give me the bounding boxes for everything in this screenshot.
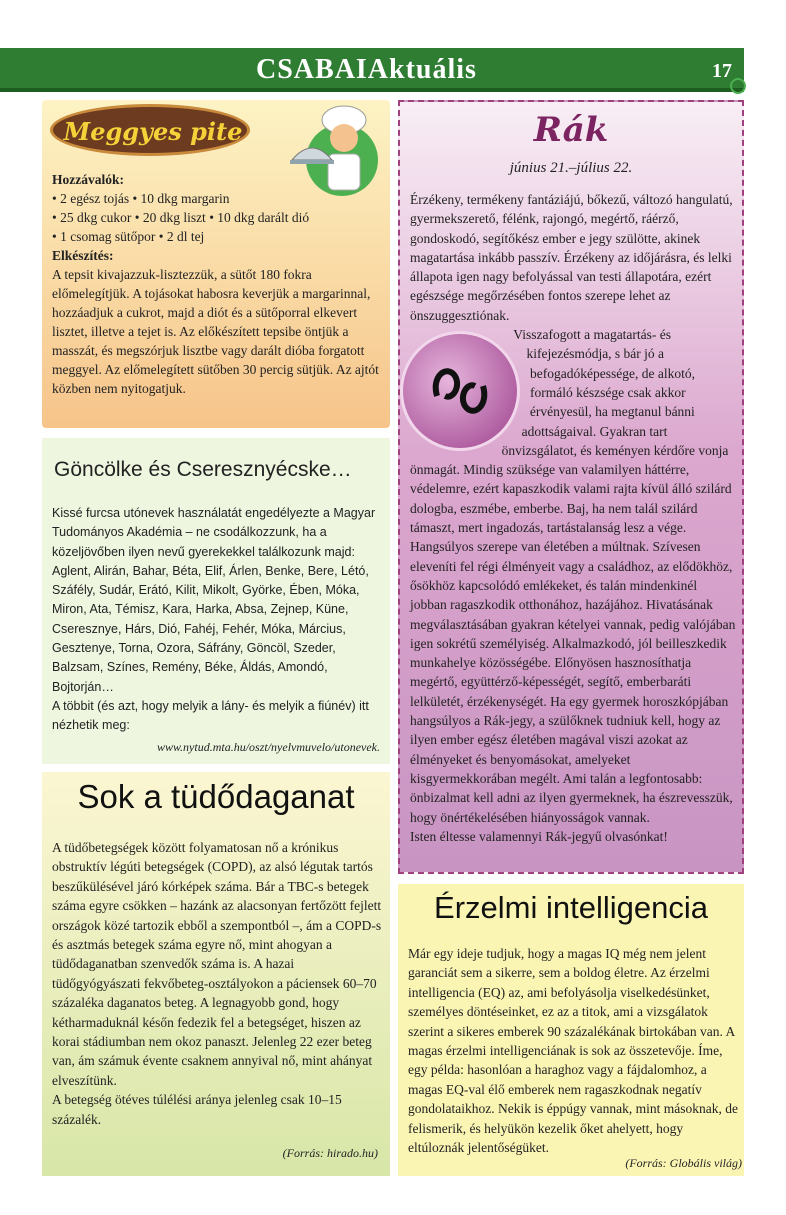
horoscope-dates: június 21.–július 22.: [509, 160, 633, 176]
method-text: A tepsit kivajazzuk-lisztezzük, a sütőt 180 fokra előmelegítjük. A tojásokat habosra keverjük a margarinnal, hozzáadjuk a cukrot, majd a diót és a sütőporral elkevert lisztet, illetve a tejet is. Az előkészített tepsibe öntjük a masszát, és megszórjuk lisztbe vagy darált dióba forgatott meggyel. Az előmelegített sütőben 30 percig sütjük. Az ajtót közben nem nyitogatjuk.: [52, 267, 379, 396]
horoscope-paragraph-2: [410, 325, 736, 827]
horoscope-text: [410, 190, 736, 846]
lung-paragraph: A tüdőbetegségek között folyamatosan nő a krónikus obstruktív légúti betegségek (COPD), az alsó légutak tartós beszűkülésével járó kórképek száma. Bár a TBC-s betegek száma egyre csökken – hazánk az alacsonyan fertőzött fejlett országok közé tartozik ebből a szempontból –, ám a COPD-s és asztmás betegek száma egyre nő, mint ahogyan a tüdődaganatban szenvedők száma is. A hazai tüdőgyógyászati fekvőbeteg-osztályokon a páciensek 60–70 százaléka daganatos beteg. A legnagyobb gond, hogy kétharmaduknál későn fedezik fel a betegséget, hiszen az korai stádiumban nem okoz panaszt. Jelenleg 22 ezer beteg van, ám számuk évente csaknem annyival nő, mint ahányat elveszítünk.: [52, 840, 382, 1088]
ingredient-line: • 25 dkg cukor • 20 dkg liszt • 10 dkg darált dió: [52, 210, 310, 225]
names-title: Göncölke és Cseresznyécske…: [54, 458, 352, 481]
lung-title: Sok a tüdődaganat: [77, 778, 355, 815]
eq-source: (Forrás: Globális világ): [625, 1156, 742, 1170]
names-text: [52, 504, 384, 736]
horoscope-title: Rák: [533, 110, 609, 150]
lung-article: [42, 772, 390, 1176]
lung-source: (Forrás: hirado.hu): [282, 1146, 378, 1160]
ingredient-line: • 2 egész tojás • 10 dkg margarin: [52, 191, 230, 206]
eq-article: [398, 884, 744, 1176]
horoscope-closing: Isten éltesse valamennyi Rák-jegyű olvasónkat!: [410, 828, 668, 844]
horoscope-paragraph: Érzékeny, termékeny fantáziájú, bőkezű, változó hangulatú, gyermekszerető, félénk, rajongó, megértő, ráérző, gondoskodó, segítőkész ember e jegy szülötte, akinek magatartása inkább passzív. Érzékeny az időjárásra, és lelki állapota igen nagy befolyással van testi állapotára, ezért egészsége megőrzésében fontos szerepe lehet az önszuggesztiónak.: [410, 192, 733, 323]
magazine-title: CSABAIAktuális: [256, 54, 477, 85]
horoscope-box: [398, 100, 744, 874]
recipe-text: [52, 170, 382, 398]
lung-paragraph: A betegség ötéves túlélési aránya jelenleg csak 10–15 százalék.: [52, 1092, 342, 1127]
swirl-icon: [730, 78, 746, 94]
method-heading: Elkészítés:: [52, 248, 114, 263]
eq-title: Érzelmi intelligencia: [434, 890, 708, 925]
names-note: A többit (és azt, hogy melyik a lány- és melyik a fiúnév) itt nézhetik meg:: [52, 698, 369, 733]
ingredients-heading: Hozzávalók:: [52, 172, 124, 187]
names-article: [42, 438, 390, 764]
names-paragraph: Kissé furcsa utónevek használatát engedélyezte a Magyar Tudományos Akadémia – ne csodálkozzunk, ha a közeljövőben ilyen nevű gyerekekkel találkozunk majd: Aglent, Alirán, Bahar, Béta, Elif, Árlen, Benke, Bere, Létó, Száfély, Sudár, Erátó, Kilit, Mikolt, Györke, Ében, Móka, Miron, Ata, Témisz, Kara, Harka, Absa, Zejnep, Küne, Cseresznye, Hárs, Dió, Fahéj, Fehér, Móka, Március, Gesztenye, Torna, Ozora, Sáfrány, Göncöl, Szeder, Balzsam, Színes, Remény, Béke, Áldás, Amondó, Bojtorján…: [52, 506, 376, 694]
recipe-box: [42, 100, 390, 428]
sign-float: [400, 331, 520, 451]
ingredient-line: • 1 csomag sütőpor • 2 dl tej: [52, 229, 205, 244]
horoscope-paragraph: Visszafogott a magatartás- és kifejezésmódja, s bár jó a befogadóképessége, de alkotó, formáló készsége csak akkor érvényesül, ha megtanul bánni adottságaival. Gyakran tart önvizsgálatot, és keményen kérdőre vonja önmagát. Mindig szüksége van valamilyen háttérre, védelemre, ezért kapaszkodik valami rajta kívül álló szilárd dologba, eszmébe, emberbe. Baj, ha nem talál szilárd támaszt, mert ingadozás, tartástalanság lesz a vége. Hangsúlyos szerepe van életében a múltnak. Szívesen eleveníti fel régi élményeit vagy a családhoz, az elődökhöz, ősökhöz kapcsolódó emlékeket, és talán mindenkinél jobban ragaszkodik otthonához, hazájához. Hivatásának megválasztásában gyakran kételyei vannak, pedig valójában igen sokrétű személyiség. Alkalmazkodó, jól beilleszkedik munkahelye közösségébe. Előnyösen hasznosíthatja megértő, együttérző-képességét, segítő, emberbaráti lelkületét, érzékenységét. Ha egy gyermek horoszkópjában hangsúlyos a Rák-jegy, a szülőknek tudniuk kell, hogy az ilyen ember egész életében magával viszi azokat az élményeket és benyomásokat, amelyeket kisgyermekkorában megélt. Ami talán a legfontosabb: önbizalmat kell adni az ilyen gyermeknek, ha észrevesszük, hogy önértékelésében hiányosságok vannak.: [410, 327, 736, 825]
eq-text: Már egy ideje tudjuk, hogy a magas IQ még nem jelent garanciát sem a sikerre, sem a boldog életre. Az érzelmi intelligencia (EQ) az, ami befolyásolja viselkedésünket, személyes döntéseinket, ez az a titok, ami a vizsgálatok szerint a sikeres emberek 90 százalékának birtokában van. A magas érzelmi intelligenciának is sok az összetevője. Íme, egy példa: hasonlóan a haraghoz vagy a fájdalomhoz, a magas EQ-val élő emberek nem ragaszkodnak negatív gondolataikhoz. Nekik is éppúgy vannak, mint másoknak, de felismerik, és helyükön kezelik őket ahelyett, hogy eltúloznák jelentőségüket.: [408, 946, 738, 1156]
recipe-title: Meggyes pite: [63, 117, 243, 146]
lung-text: [52, 838, 382, 1129]
recipe-title-badge: [50, 104, 250, 156]
cancer-sign-icon: [400, 331, 520, 451]
names-source-link: www.nytud.mta.hu/oszt/nyelvmuvelo/utonevek.: [156, 740, 380, 754]
page-number: 17: [712, 60, 732, 82]
page-header: [0, 48, 786, 92]
